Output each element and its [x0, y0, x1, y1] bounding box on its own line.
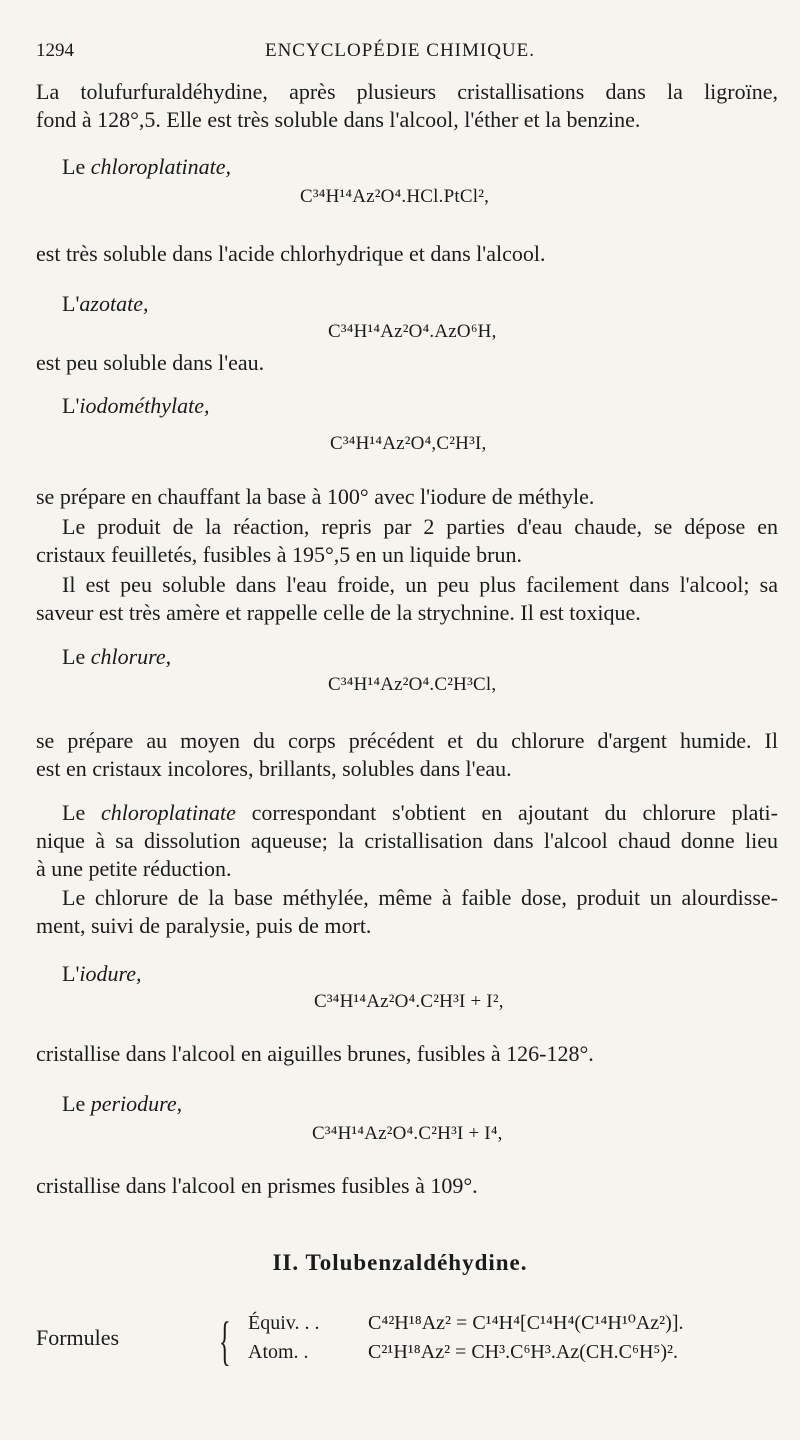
- paragraph-line: se prépare en chauffant la base à 100° avec l'iodure de méthyle.: [36, 484, 595, 509]
- running-title: ENCYCLOPÉDIE CHIMIQUE.: [264, 40, 536, 61]
- paragraph-line: saveur est très amère et rappelle celle de la strychnine. Il est toxique.: [36, 600, 641, 625]
- chemical-formula: C³⁴H¹⁴Az²O⁴.C²H³Cl,: [328, 674, 497, 695]
- heading-prefix: Le: [62, 644, 91, 669]
- equiv-formula: C⁴²H¹⁸Az² = C¹⁴H⁴[C¹⁴H⁴(C¹⁴H¹⁰Az²)].: [368, 1312, 684, 1334]
- chemical-formula: C³⁴H¹⁴Az²O⁴.C²H³I + I⁴,: [312, 1123, 503, 1144]
- paragraph-line: est peu soluble dans l'eau.: [36, 350, 265, 375]
- left-brace-icon: {: [219, 1311, 231, 1371]
- paragraph-line: nique à sa dissolution aqueuse; la cristallisation dans l'alcool chaud donne lieu: [36, 828, 778, 853]
- chemical-formula: C³⁴H¹⁴Az²O⁴.C²H³I + I²,: [314, 991, 504, 1012]
- compound-heading: [62, 1090, 778, 1118]
- compound-name: chlorure,: [90, 644, 172, 669]
- compound-name: azotate,: [79, 291, 149, 316]
- paragraph-line: La tolufurfuraldéhydine, après plusieurs cristallisations dans la ligroïne,: [36, 79, 778, 104]
- paragraph-line: se prépare au moyen du corps précédent et du chlorure d'argent humide. Il: [36, 728, 778, 753]
- paragraph-line: Le produit de la réaction, repris par 2 parties d'eau chaude, se dépose en: [62, 514, 778, 539]
- paragraph-line: ment, suivi de paralysie, puis de mort.: [36, 913, 372, 938]
- paragraph-line: est en cristaux incolores, brillants, solubles dans l'eau.: [36, 756, 512, 781]
- section-heading: II. Tolubenzaldéhydine.: [272, 1250, 528, 1275]
- chemical-formula: C³⁴H¹⁴Az²O⁴.AzO⁶H,: [328, 321, 497, 342]
- compound-heading: [62, 643, 778, 671]
- atom-formula: C²¹H¹⁸Az² = CH³.C⁶H³.Az(CH.C⁶H⁵)².: [368, 1341, 679, 1363]
- chemical-formula: C³⁴H¹⁴Az²O⁴.HCl.PtCl²,: [300, 186, 490, 207]
- text-span: Le: [62, 800, 101, 825]
- compound-name: chloroplatinate,: [90, 154, 232, 179]
- paragraph-line: fond à 128°,5. Elle est très soluble dans l'alcool, l'éther et la benzine.: [36, 107, 641, 132]
- text-span: correspondant s'obtient en ajoutant du chlorure plati-: [235, 800, 778, 825]
- heading-prefix: Le: [62, 1091, 91, 1116]
- paragraph-line: cristaux feuilletés, fusibles à 195°,5 en un liquide brun.: [36, 542, 522, 567]
- formules-label: Formules: [36, 1325, 120, 1350]
- paragraph-line: cristallise dans l'alcool en prismes fusibles à 109°.: [36, 1173, 478, 1198]
- heading-prefix: Le: [62, 154, 91, 179]
- compound-heading: [62, 290, 778, 318]
- page-number: 1294: [36, 40, 74, 61]
- compound-name: chloroplatinate: [101, 800, 236, 825]
- atom-label: Atom. .: [248, 1341, 309, 1363]
- chemical-formula: C³⁴H¹⁴Az²O⁴,C²H³I,: [330, 433, 487, 454]
- heading-prefix: L': [62, 291, 80, 316]
- compound-heading: [62, 392, 778, 420]
- paragraph-line: Le chlorure de la base méthylée, même à faible dose, produit un alourdisse-: [62, 885, 778, 910]
- compound-name: iodure,: [79, 961, 142, 986]
- heading-prefix: L': [62, 961, 80, 986]
- equiv-label: Équiv. . .: [248, 1312, 320, 1334]
- paragraph-line: cristallise dans l'alcool en aiguilles brunes, fusibles à 126-128°.: [36, 1041, 594, 1066]
- heading-prefix: L': [62, 393, 80, 418]
- paragraph-line: [62, 799, 778, 827]
- paragraph-line: Il est peu soluble dans l'eau froide, un peu plus facilement dans l'alcool; sa: [62, 572, 778, 597]
- compound-heading: [62, 960, 778, 988]
- compound-heading: [62, 153, 778, 181]
- paragraph-line: est très soluble dans l'acide chlorhydrique et dans l'alcool.: [36, 241, 546, 266]
- paragraph-line: à une petite réduction.: [36, 856, 232, 881]
- compound-name: periodure,: [90, 1091, 183, 1116]
- compound-name: iodométhylate,: [79, 393, 210, 418]
